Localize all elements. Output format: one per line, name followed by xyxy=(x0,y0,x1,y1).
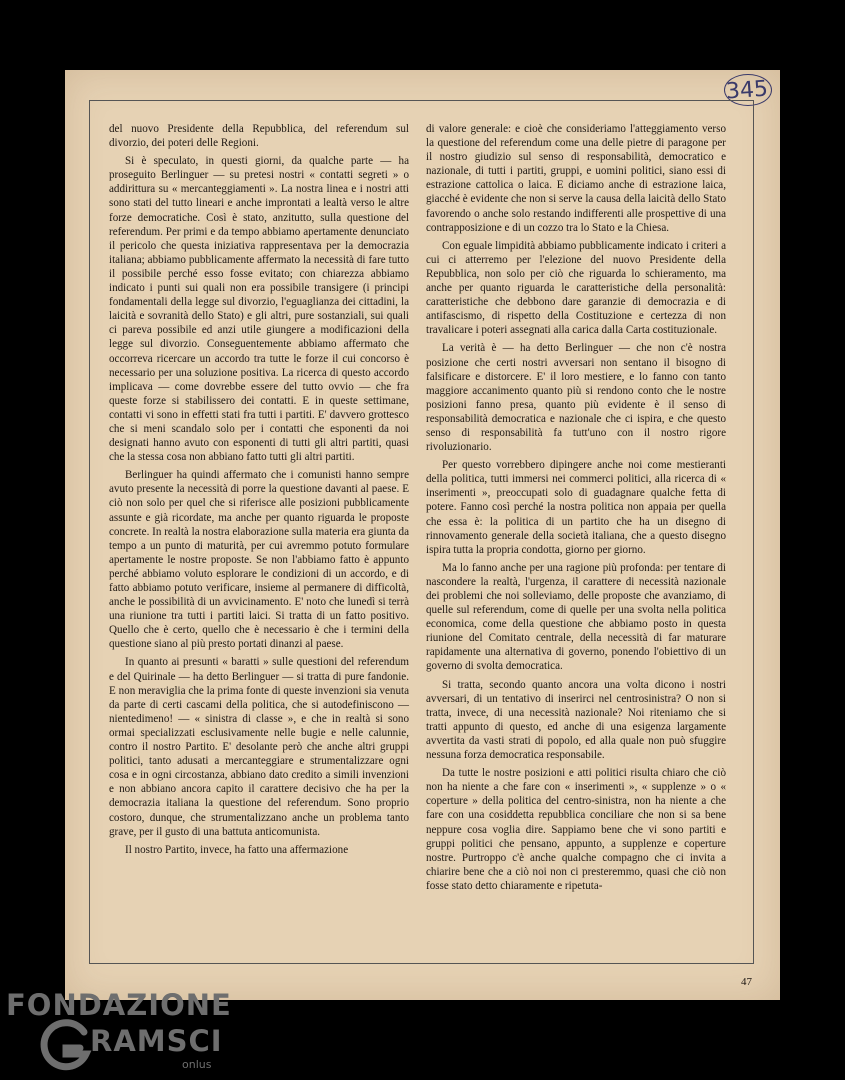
left-column xyxy=(109,122,409,861)
paragraph: Si è speculato, in questi giorni, da qualche parte — ha proseguito Berlinguer — su pretesi nostri « contatti segreti » o addirittura su « mercanteggiamenti ». La nostra linea e i nostri atti sono stati del tutto lineari e anche improntati a lealtà verso le altre forze democratiche. Così è stato, anzitutto, sulla questione del referendum. Per primi e da tempo abbiamo apertamente denunciato il pericolo che questa iniziativa rappresentava per la democrazia italiana; abbiamo pubblicamente affermato la necessità di fare tutto il possibile perché esso fosse evitato; con chiarezza abbiamo indicato i punti sui quali non era possibile transigere (i principi fondamentali della legge sul divorzio, l'eguaglianza dei cittadini, la laicità e sovranità dello Stato) e gli altri, pure sostanziali, sui quali ci pareva possibile ed anzi utile giungere a modificazioni della legge sul divorzio. Conseguentemente abbiamo affermato che occorreva ricercare un accordo tra tutte le forze il cui concorso è necessario per una soluzione positiva. La ricerca di questo accordo implicava — come dovrebbe essere del tutto ovvio — che fra queste forze si stabilissero dei contatti. E in queste settimane, contatti vi sono in effetti stati fra tutti i partiti. E' davvero grottesco che si meni scandalo solo per i contatti che esponenti da noi designati hanno avuto con esponenti di tutti gli altri partiti, quasi che la stessa cosa non abbiano fatto tutti gli altri partiti. xyxy=(109,155,409,464)
watermark-sub: onlus xyxy=(182,1058,212,1071)
paragraph: Si tratta, secondo quanto ancora una volta dicono i nostri avversari, di un tentativo di inserirci nel centrosinistra? O non si tratta, invece, di una necessità nazionale? Noi riteniamo che si tratti appunto di questo, ed anche di una esigenza largamente avvertita da vasti strati di popolo, ed alla quale non può sfuggire nessuna forza democratica responsabile. xyxy=(426,678,726,762)
watermark-line2: RAMSCI xyxy=(90,1024,223,1058)
page-folio: 47 xyxy=(741,976,752,988)
paragraph: Ma lo fanno anche per una ragione più profonda: per tentare di nascondere la realtà, l'urgenza, il carattere di necessità nazionale dei problemi che noi solleviamo, delle proposte che avanziamo, di quelle sul referendum, come di quelle per una svolta nella politica economica, come della questione che abbiamo posto in questa riunione del Comitato centrale, della necessità di far maturare rapidamente una alternativa di governo, ponendo l'obiettivo di un governo di svolta democratica. xyxy=(426,561,726,673)
gramsci-g-logo-icon xyxy=(36,1018,92,1074)
paragraph: Con eguale limpidità abbiamo pubblicamente indicato i criteri a cui ci atterremo per l'elezione del nuovo Presidente della Repubblica, non solo per ciò che riguarda lo schieramento, ma anche per quanto riguarda le caratteristiche della personalità: caratteristiche che debbono dare garanzie di democrazia e di antifascismo, di rispetto della Costituzione e certezza di non travalicare i poteri assegnati alla carica dalla Carta costituzionale. xyxy=(426,239,726,337)
paragraph: Il nostro Partito, invece, ha fatto una affermazione xyxy=(125,843,349,856)
watermark xyxy=(6,988,266,1078)
paragraph: La verità è — ha detto Berlinguer — che non c'è nostra posizione che certi nostri avversari non sentano il bisogno di falsificare e distorcere. E' il loro mestiere, e lo fanno con tanto maggiore accanimento quanto più si rendono conto che le nostre posizioni fanno presa, quanto più evidente è il senso di responsabilità democratica e nazionale che ci ispira, e che questo senso di responsabilità fa tutt'uno con il nostro rigore rivoluzionario. xyxy=(426,342,726,454)
paragraph: Da tutte le nostre posizioni e atti politici risulta chiaro che ciò non ha niente a che fare con « inserimenti », « supplenze » o « coperture » della politica del centro-sinistra, non ha niente a che fare con una cosiddetta repubblica conciliare che non si sa bene neppure cosa voglia dire. Sappiamo bene che vi sono partiti e gruppi politici che pensano, appunto, a supplenze e coperture nostre. Purtroppo c'è anche qualche compagno che ci invita a chiarire bene che a ciò noi non ci presteremmo, quasi che ciò non fosse stato detto chiaramente e ripetuta- xyxy=(426,767,726,892)
right-column xyxy=(426,122,726,897)
watermark-line1: FONDAZIONE xyxy=(6,988,232,1022)
handwritten-page-number: 345 xyxy=(725,76,769,105)
paragraph: Berlinguer ha quindi affermato che i comunisti hanno sempre avuto presente la necessità di porre la questione davanti al paese. E ciò non solo per quel che si riferisce alle posizioni pubblicamente assunte e già ricordate, ma anche per quanto riguarda le proposte concrete. In realtà la nostra elaborazione sulla materia era giunta da tempo a un punto di maturità, per cui avremmo potuto formulare apertamente le nostre proposte. Se non l'abbiamo fatto è appunto perché abbiamo voluto esplorare le condizioni di un accordo, e di fatto abbiamo potuto verificare, insieme al permanere di difficoltà, anche le possibilità di un avvicinamento. E' noto che lunedì si terrà una riunione tra tutti i partiti laici. Si tratta di un fatto positivo. Quello che è certo, quello che è necessario è che i termini della questione siano al più presto portati dinanzi al paese. xyxy=(109,469,409,651)
paragraph: In quanto ai presunti « baratti » sulle questioni del referendum e del Quirinale — ha detto Berlinguer — si tratta di pure fandonie. E non meraviglia che la prima fonte di queste invenzioni sia venuta da parte di certi cascami della politica, che si autodefiniscono — nientedimeno! — « sinistra di classe », e che in realtà si sono ormai specializzati esclusivamente nelle bugie e nelle calunnie, contro il nostro Partito. E' desolante però che anche altri gruppi politici, tanto adusati a mercanteggiare e strumentalizzare ogni cosa e in ogni circostanza, abbiano dato credito a simili invenzioni e non abbiano ancora capito il carattere decisivo che ha per la democrazia italiana la questione del referendum. Sono proprio costoro, dunque, che strumentalizzano anche un problema tanto grave, per il gusto di una battuta anticomunista. xyxy=(109,656,409,838)
paragraph: del nuovo Presidente della Repubblica, del referendum sul divorzio, dei poteri delle Regioni. xyxy=(109,123,409,150)
document-page xyxy=(65,70,780,1000)
paragraph: di valore generale: e cioè che consideriamo l'atteggiamento verso la questione del referendum come una delle pietre di paragone per il nostro giudizio sul senso di responsabilità, democratico e nazionale, di tutti i partiti, gruppi, e uomini politici, siano essi di estrazione cattolica o laica. E diciamo anche di estrazione laica, giacché è evidente che non si serve la causa della laicità dello Stato favorendo o anche solo restando indifferenti alle prospettive di una contrapposizione e di un cozzo tra lo Stato e la Chiesa. xyxy=(426,123,726,234)
paragraph: Per questo vorrebbero dipingere anche noi come mestieranti della politica, tutti immersi nei commerci politici, alla ricerca di « inserimenti », preoccupati solo di guadagnare qualche fetta di potere. Fanno così perché la nostra politica non appaia per quella che essa è: la politica di un partito che ha un disegno di rinnovamento generale della società italiana, che a questo disegno ispira tutta la propria condotta, giorno per giorno. xyxy=(426,459,726,556)
